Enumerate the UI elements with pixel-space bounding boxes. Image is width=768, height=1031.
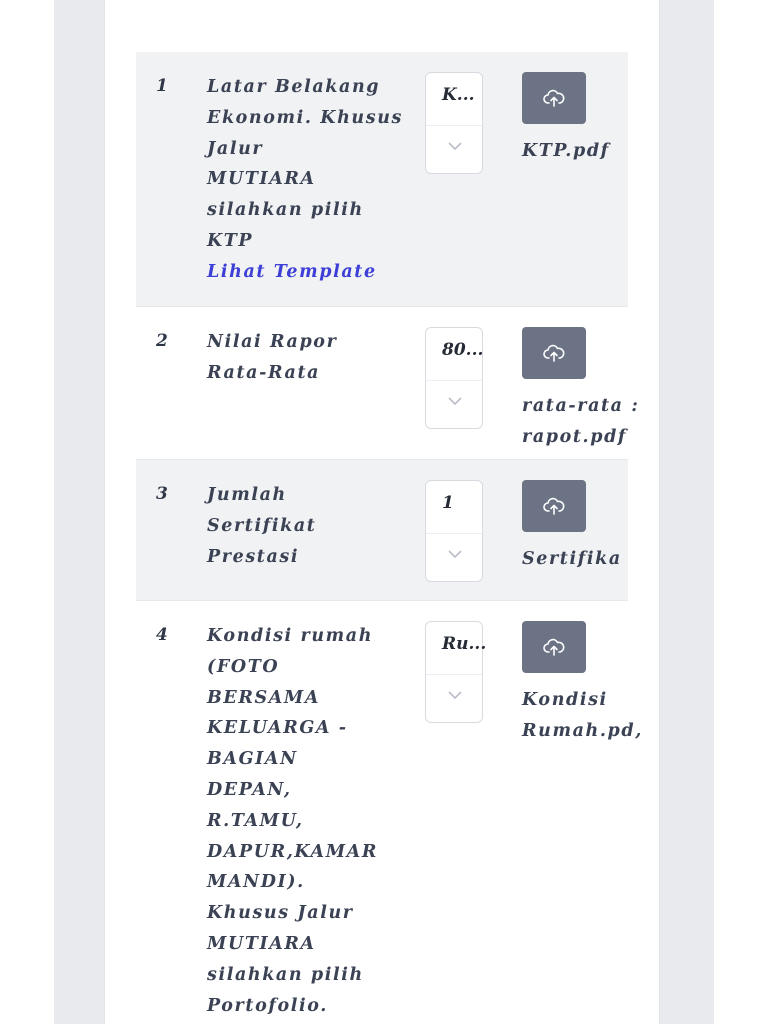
description-line: DAPUR,KAMAR <box>207 841 378 862</box>
select-value: Ru... <box>442 634 487 654</box>
view-template-link[interactable]: Lihat Template <box>207 261 377 282</box>
description-line: Jalur <box>207 138 264 159</box>
uploaded-file-name <box>522 136 628 167</box>
upload-button[interactable] <box>522 480 586 532</box>
select-divider <box>426 533 482 534</box>
description-line: KTP <box>207 230 254 251</box>
description-line: Latar Belakang <box>207 77 381 97</box>
uploaded-file-name <box>522 544 628 575</box>
description-line: Prestasi <box>207 546 300 567</box>
row-number: 2 <box>156 331 169 351</box>
file-name-line: rapot.pdf <box>522 427 628 447</box>
chevron-down-icon <box>446 139 464 153</box>
description-line: MUTIARA <box>207 933 316 954</box>
description-line: Khusus Jalur <box>207 903 354 924</box>
table-row <box>136 459 628 600</box>
chevron-down-icon <box>446 547 464 561</box>
document-select[interactable] <box>425 621 487 723</box>
select-divider <box>426 674 482 675</box>
cloud-upload-icon <box>542 635 566 659</box>
row-number: 3 <box>156 484 169 504</box>
select-value: K... <box>442 85 475 105</box>
description-line: MUTIARA <box>207 169 316 190</box>
description-line: Jumlah <box>207 485 287 505</box>
description-line: MANDI). <box>207 872 305 893</box>
table-row <box>136 306 640 459</box>
cloud-upload-icon <box>542 494 566 518</box>
document-upload-table <box>136 52 643 1031</box>
chevron-down-icon <box>446 394 464 408</box>
table-row <box>136 52 628 306</box>
file-name-line: rata-rata : <box>522 396 640 416</box>
description-line: Sertifikat <box>207 515 317 536</box>
file-name-line: Rumah.pd, <box>522 721 643 741</box>
cloud-upload-icon <box>542 86 566 110</box>
upload-button[interactable] <box>522 327 586 379</box>
description-line: Nilai Rapor <box>207 332 338 352</box>
uploaded-file-name <box>522 391 640 453</box>
description-line: KELUARGA - <box>207 718 348 739</box>
row-number: 1 <box>156 76 169 96</box>
description-line: Ekonomi. Khusus <box>207 107 403 128</box>
row-description <box>207 327 392 389</box>
select-divider <box>426 380 482 381</box>
document-select[interactable] <box>425 72 483 174</box>
description-line: BAGIAN <box>207 749 298 770</box>
description-line: DEPAN, <box>207 779 292 800</box>
row-description <box>207 621 392 1021</box>
upload-button[interactable] <box>522 72 586 124</box>
file-name-line: Sertifika <box>522 549 622 569</box>
cloud-upload-icon <box>542 341 566 365</box>
document-select[interactable] <box>425 327 483 429</box>
row-description <box>207 72 403 288</box>
row-description <box>207 480 392 572</box>
select-value: 1 <box>442 493 454 513</box>
description-line: BERSAMA <box>207 687 321 708</box>
select-divider <box>426 125 482 126</box>
description-line: (FOTO <box>207 656 280 677</box>
description-line: Rata-Rata <box>207 362 321 383</box>
uploaded-file-name <box>522 685 643 747</box>
description-line: Kondisi rumah <box>207 626 374 646</box>
chevron-down-icon <box>446 688 464 702</box>
upload-button[interactable] <box>522 621 586 673</box>
table-row <box>136 600 643 1031</box>
row-number: 4 <box>156 625 169 645</box>
description-line: Portofolio. <box>207 995 328 1016</box>
file-name-line: Kondisi <box>522 690 608 710</box>
select-value: 80... <box>442 340 484 360</box>
file-name-line: KTP.pdf <box>522 141 610 161</box>
description-line: silahkan pilih <box>207 200 364 221</box>
document-select[interactable] <box>425 480 483 582</box>
description-line: R.TAMU, <box>207 810 304 831</box>
description-line: silahkan pilih <box>207 964 364 985</box>
